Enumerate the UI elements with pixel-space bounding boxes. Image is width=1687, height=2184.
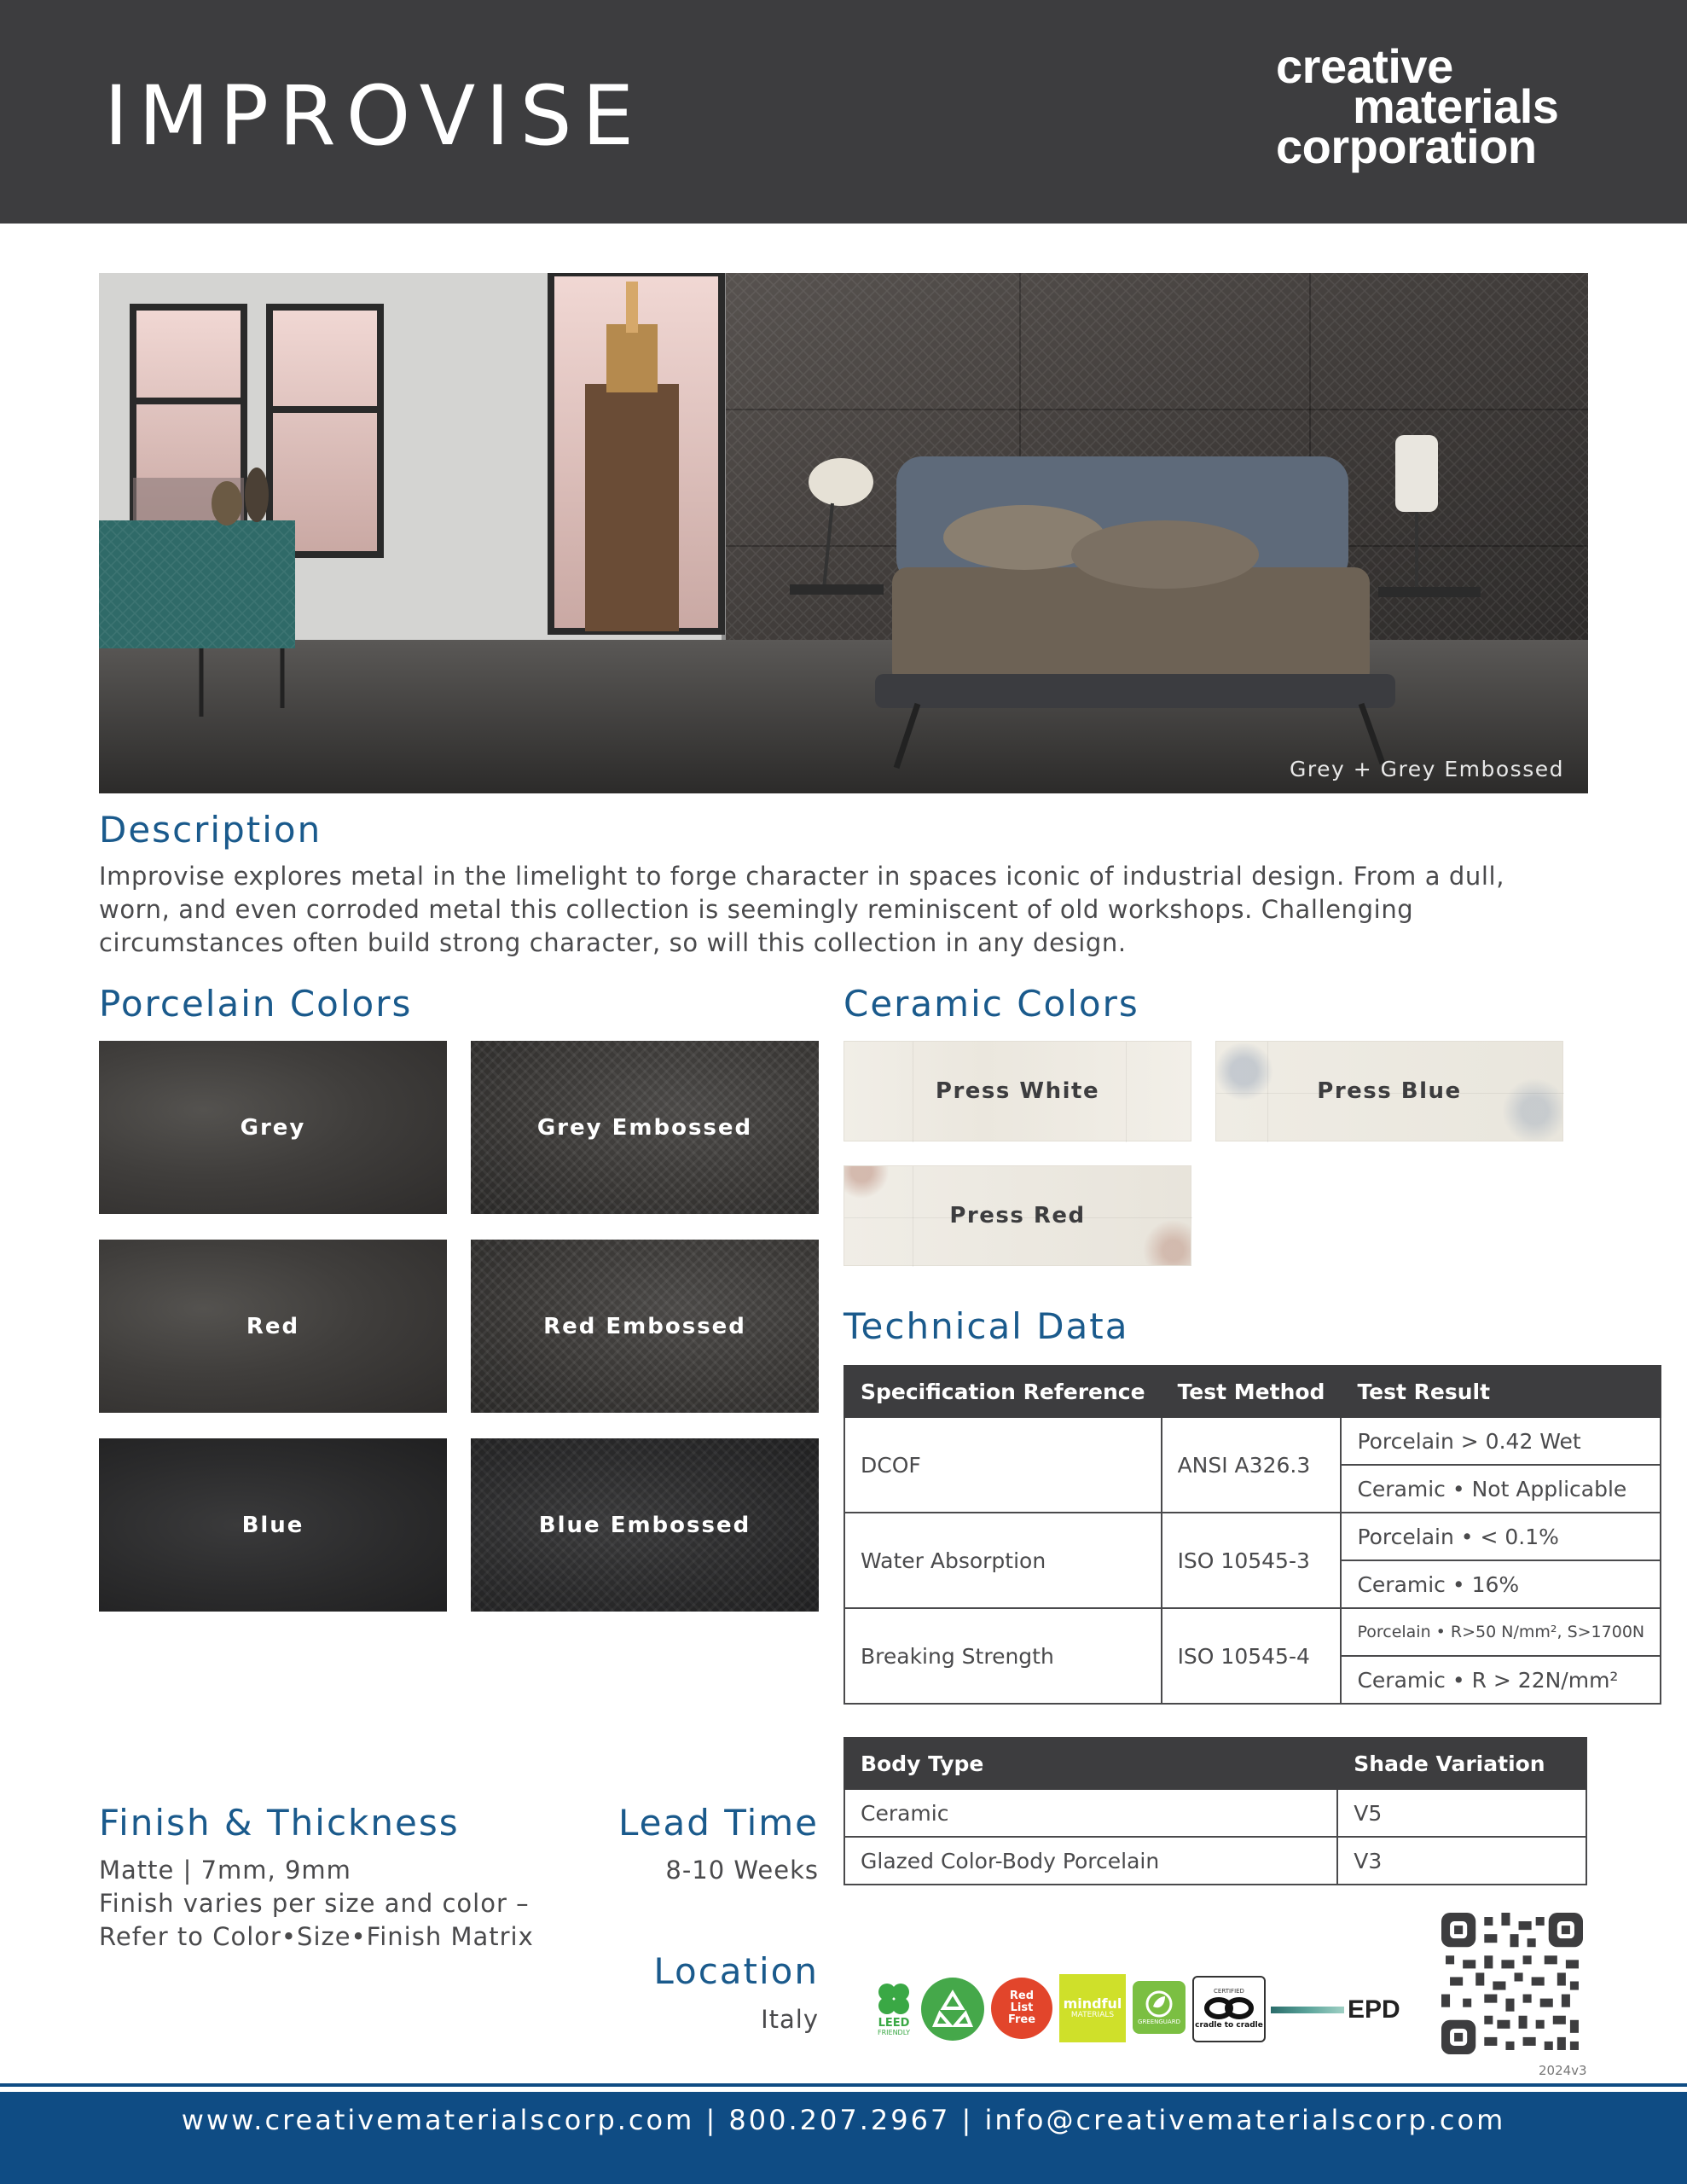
body-type-table — [844, 1737, 1587, 1885]
table-row — [844, 1837, 1586, 1885]
lead-time-heading: Lead Time — [617, 1802, 819, 1844]
footer-contact: www.creativematerialscorp.com | 800.207.2967 | info@creativematerialscorp.com — [181, 2104, 1506, 2136]
leed-badge — [872, 1978, 916, 2039]
swatch-label: Grey Embossed — [536, 1114, 753, 1141]
description-text: Improvise explores metal in the limelight to forge character in spaces iconic of industrial design. From a dull, worn, and even corroded metal this collection is seemingly reminiscent of old workshops. Challenging circumstances often build strong character, so will this collection in any design. — [99, 862, 1505, 957]
footer-divider — [0, 2087, 1687, 2092]
result-cell: Ceramic • 16% — [1341, 1560, 1661, 1608]
finish-heading: Finish & Thickness — [99, 1802, 460, 1844]
table-row — [844, 1417, 1661, 1465]
hero-caption: Grey + Grey Embossed — [1290, 757, 1564, 781]
page-title: IMPROVISE — [104, 68, 645, 164]
finish-line-3: Refer to Color•Size•Finish Matrix — [99, 1922, 534, 1951]
logo-line-2: materials — [1353, 79, 1559, 133]
swatch-press-red — [844, 1165, 1191, 1266]
column-header: Shade Variation — [1337, 1738, 1586, 1789]
swatch-label: Blue — [241, 1512, 304, 1538]
swatch-blue-embossed — [471, 1438, 819, 1612]
spec-cell: Water Absorption — [844, 1513, 1162, 1608]
swatch-label: Press White — [935, 1078, 1100, 1104]
shade-cell: V5 — [1337, 1789, 1586, 1837]
mindful-sublabel: MATERIALS — [1070, 2010, 1115, 2019]
swatch-label: Blue Embossed — [538, 1512, 751, 1538]
technical-data-table — [844, 1365, 1661, 1705]
c2c-label: cradle to cradle — [1195, 2021, 1263, 2030]
swatch-label: Press Red — [949, 1203, 1086, 1228]
table-header-row — [844, 1738, 1586, 1789]
leed-label: LEED — [878, 2016, 910, 2030]
cradle-to-cradle-badge — [1192, 1976, 1266, 2042]
swatch-label: Press Blue — [1317, 1078, 1462, 1104]
table-header-row — [844, 1366, 1661, 1417]
version-label: 2024v3 — [1539, 2063, 1587, 2078]
swatch-red-embossed — [471, 1240, 819, 1413]
epd-stripe — [1271, 2007, 1344, 2013]
swatch-label: Red Embossed — [543, 1313, 746, 1339]
hero-image — [99, 273, 1588, 793]
location-value: Italy — [761, 2005, 819, 2034]
recycle-icon — [930, 1986, 976, 2032]
swatch-grey-embossed — [471, 1041, 819, 1214]
shade-cell: V3 — [1337, 1837, 1586, 1885]
method-cell: ISO 10545-3 — [1162, 1513, 1342, 1608]
spec-cell: DCOF — [844, 1417, 1162, 1513]
column-header: Test Result — [1341, 1366, 1661, 1417]
c2c-top-label: CERTIFIED — [1214, 1988, 1244, 1995]
swatch-blue — [99, 1438, 447, 1612]
body-type-cell: Glazed Color-Body Porcelain — [844, 1837, 1337, 1885]
result-cell: Ceramic • R > 22N/mm² — [1341, 1656, 1661, 1704]
body-type-cell: Ceramic — [844, 1789, 1337, 1837]
table-row — [844, 1513, 1661, 1560]
epd-badge — [1271, 1993, 1407, 2027]
greenguard-label: GREENGUARD — [1138, 2018, 1180, 2025]
mindful-materials-badge — [1059, 1974, 1126, 2042]
swatch-press-blue — [1215, 1041, 1563, 1141]
swatch-label: Red — [246, 1313, 300, 1339]
result-cell: Ceramic • Not Applicable — [1341, 1465, 1661, 1513]
table-row — [844, 1789, 1586, 1837]
mindful-label: mindful — [1063, 1995, 1122, 2012]
red-list-free-badge — [991, 1978, 1052, 2039]
location-heading: Location — [653, 1950, 819, 1992]
qr-code[interactable] — [1441, 1913, 1583, 2054]
swatch-red — [99, 1240, 447, 1413]
hero-bedroom-illustration — [99, 273, 1588, 793]
qr-code-icon — [1441, 1913, 1583, 2054]
spec-cell: Breaking Strength — [844, 1608, 1162, 1704]
method-cell: ANSI A326.3 — [1162, 1417, 1342, 1513]
company-logo — [1276, 39, 1559, 173]
swatch-press-white — [844, 1041, 1191, 1141]
red-list-label: Red List Free — [1007, 1989, 1036, 2026]
column-header: Specification Reference — [844, 1366, 1162, 1417]
ceramic-colors-heading: Ceramic Colors — [844, 983, 1139, 1025]
column-header: Body Type — [844, 1738, 1337, 1789]
table-row — [844, 1608, 1661, 1656]
result-cell: Porcelain • R>50 N/mm², S>1700N — [1341, 1608, 1661, 1656]
method-cell: ISO 10545-4 — [1162, 1608, 1342, 1704]
column-header: Test Method — [1162, 1366, 1342, 1417]
result-cell: Porcelain • < 0.1% — [1341, 1513, 1661, 1560]
technical-data-heading: Technical Data — [844, 1305, 1129, 1347]
greenguard-badge — [1133, 1981, 1186, 2034]
finish-line-2: Finish varies per size and color – — [99, 1889, 530, 1918]
description-heading: Description — [99, 809, 322, 851]
leaf-icon — [1145, 1989, 1174, 2018]
lead-time-value: 8-10 Weeks — [665, 1856, 819, 1885]
porcelain-colors-heading: Porcelain Colors — [99, 983, 413, 1025]
logo-line-3: corporation — [1276, 119, 1537, 173]
swatch-grey — [99, 1041, 447, 1214]
leed-sublabel: FRIENDLY — [878, 2028, 910, 2036]
recycle-badge — [921, 1978, 984, 2041]
result-cell: Porcelain > 0.42 Wet — [1341, 1417, 1661, 1465]
clover-icon — [875, 1980, 913, 2018]
epd-label: EPD — [1348, 1995, 1400, 2024]
finish-line-1: Matte | 7mm, 9mm — [99, 1856, 351, 1885]
logo-line-1: creative — [1276, 39, 1453, 93]
swatch-label: Grey — [240, 1114, 306, 1141]
infinity-icon — [1203, 1995, 1255, 2021]
